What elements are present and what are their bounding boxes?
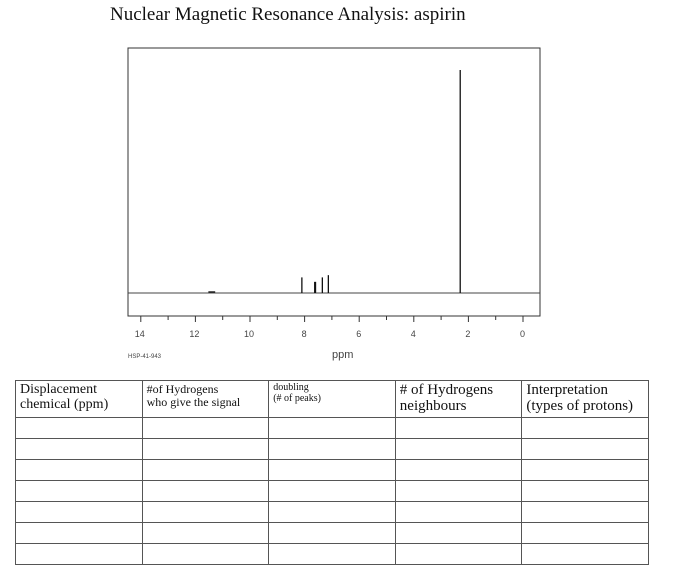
table-cell[interactable] <box>269 502 396 523</box>
table-cell[interactable] <box>16 523 143 544</box>
table-cell[interactable] <box>395 544 522 565</box>
tick-label: 4 <box>410 329 416 339</box>
table-cell[interactable] <box>269 544 396 565</box>
table-row <box>16 502 649 523</box>
header-line: chemical (ppm) <box>20 396 109 412</box>
table-row <box>16 523 649 544</box>
column-header <box>142 381 269 418</box>
table-cell[interactable] <box>395 523 522 544</box>
table-cell[interactable] <box>395 439 522 460</box>
table-cell[interactable] <box>522 439 649 460</box>
table-cell[interactable] <box>395 418 522 439</box>
table-row <box>16 418 649 439</box>
table-cell[interactable] <box>142 460 269 481</box>
header-line: (# of peaks) <box>273 392 321 404</box>
table-cell[interactable] <box>269 523 396 544</box>
analysis-table <box>15 380 649 565</box>
table-cell[interactable] <box>16 439 143 460</box>
table-cell[interactable] <box>142 544 269 565</box>
table-row <box>16 481 649 502</box>
header-line: (types of protons) <box>526 397 634 414</box>
plot-frame <box>128 48 540 316</box>
table-cell[interactable] <box>142 502 269 523</box>
table-cell[interactable] <box>395 481 522 502</box>
tick-label: 12 <box>189 329 200 339</box>
tick-label: 10 <box>244 329 255 339</box>
header-line: who give the signal <box>146 394 241 409</box>
table-cell[interactable] <box>142 418 269 439</box>
tick-label: 2 <box>465 329 471 339</box>
table-cell[interactable] <box>16 502 143 523</box>
table-cell[interactable] <box>522 481 649 502</box>
table-cell[interactable] <box>269 481 396 502</box>
table-row <box>16 439 649 460</box>
table-cell[interactable] <box>522 418 649 439</box>
table-row <box>16 460 649 481</box>
header-line: Displacement <box>20 382 97 397</box>
column-header <box>269 381 396 418</box>
table-cell[interactable] <box>522 523 649 544</box>
table-cell[interactable] <box>269 418 396 439</box>
table-cell[interactable] <box>16 544 143 565</box>
table-cell[interactable] <box>522 544 649 565</box>
table-cell[interactable] <box>269 439 396 460</box>
tick-label: 8 <box>301 329 307 339</box>
header-line: #of Hydrogens <box>146 382 219 396</box>
x-axis-label: ppm <box>332 349 354 361</box>
table-cell[interactable] <box>142 523 269 544</box>
table-cell[interactable] <box>395 460 522 481</box>
table-cell[interactable] <box>395 502 522 523</box>
column-header <box>395 381 522 418</box>
tick-label: 6 <box>356 329 362 339</box>
table-cell[interactable] <box>142 439 269 460</box>
header-line: doubling <box>273 382 309 393</box>
tick-label: 14 <box>134 329 145 339</box>
table-cell[interactable] <box>16 418 143 439</box>
table-row <box>16 544 649 565</box>
table-cell[interactable] <box>16 460 143 481</box>
table-cell[interactable] <box>522 460 649 481</box>
column-header <box>522 381 649 418</box>
header-line: neighbours <box>399 397 467 414</box>
header-line: # of Hydrogens <box>399 382 494 398</box>
table-cell[interactable] <box>16 481 143 502</box>
sample-id: HSP-41-943 <box>128 354 162 360</box>
page-title: Nuclear Magnetic Resonance Analysis: aspirin <box>110 4 466 25</box>
table-cell[interactable] <box>522 502 649 523</box>
table-cell[interactable] <box>142 481 269 502</box>
table-cell[interactable] <box>269 460 396 481</box>
tick-label: 0 <box>520 329 526 339</box>
column-header <box>16 381 143 418</box>
header-line: Interpretation <box>526 382 609 398</box>
